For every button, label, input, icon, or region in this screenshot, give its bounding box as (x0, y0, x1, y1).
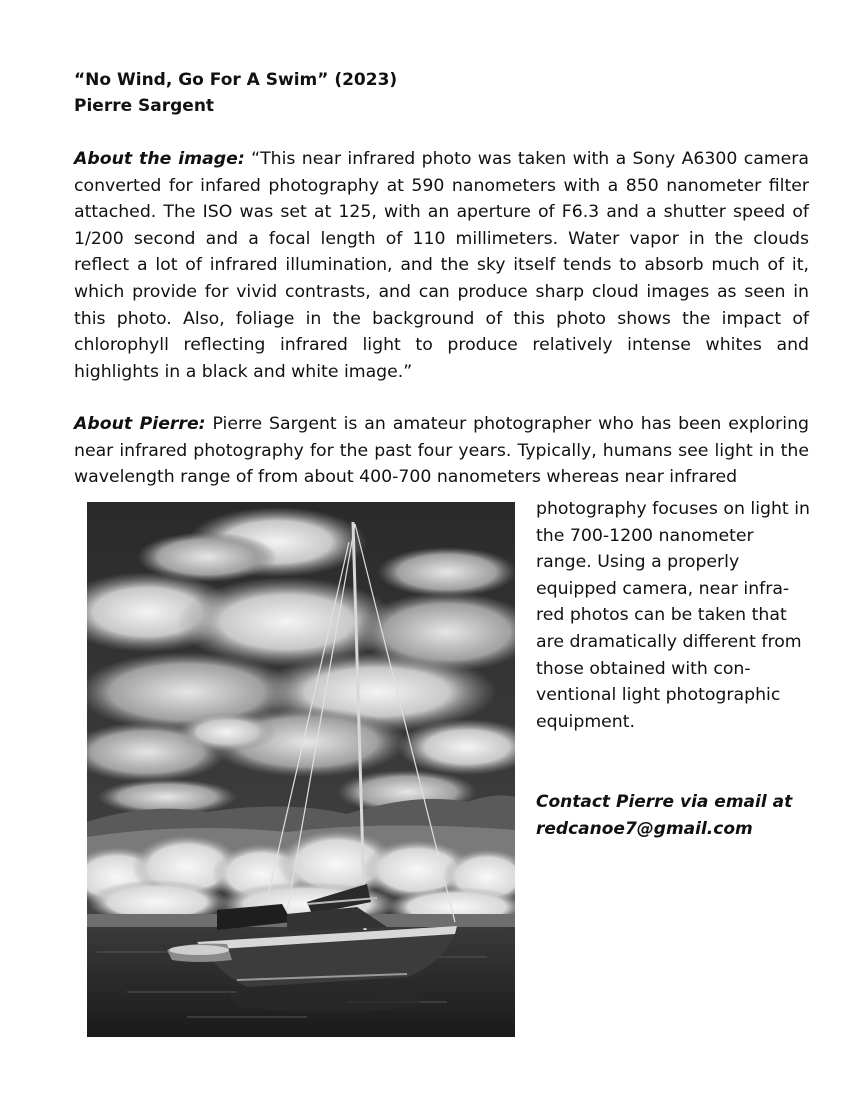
about-pierre-continued: photography focuses on light in the 700-1200 nanometer range. Using a properly equipped camera, near infra-red photos can be taken that are dramatically different from those obtained with con-ventional light photographic equipment. (536, 499, 810, 732)
about-image-label: About the image: (74, 149, 245, 169)
about-pierre-label: About Pierre: (74, 414, 206, 434)
sailboat-infrared-photo (87, 502, 515, 1037)
contact-label: Contact Pierre via email at (536, 792, 793, 812)
artist-name: Pierre Sargent (74, 96, 215, 116)
contact-block (536, 789, 826, 842)
artwork-title: “No Wind, Go For A Swim” (2023) (74, 70, 398, 90)
about-image-text: “This near infrared photo was taken with a Sony A6300 camera converted for infared photography at 590 nanometers with a 850 nanometer filter attached. The ISO was set at 125, with an aperture of F6.3 and a shutter speed of 1/200 second and a focal length of 110 millimeters. Water vapor in the clouds reflect a lot of infrared illumination, and the sky itself tends to absorb much of it, which provide for vivid contrasts, and can produce sharp cloud images as seen in this photo. Also, foliage in the background of this photo shows the impact of chlorophyll reflecting infrared light to produce relatively intense whites and highlights in a black and white image.” (74, 149, 809, 382)
about-pierre-text: Pierre Sargent is an amateur photographer who has been exploring near infrared photography for the past four years. Typically, humans see light in the wavelength range of from about 400-700 nanometers whereas near infrared (74, 414, 809, 488)
about-image-paragraph (74, 146, 809, 385)
about-pierre-paragraph (74, 411, 809, 491)
contact-email[interactable]: redcanoe7@gmail.com (536, 818, 753, 839)
